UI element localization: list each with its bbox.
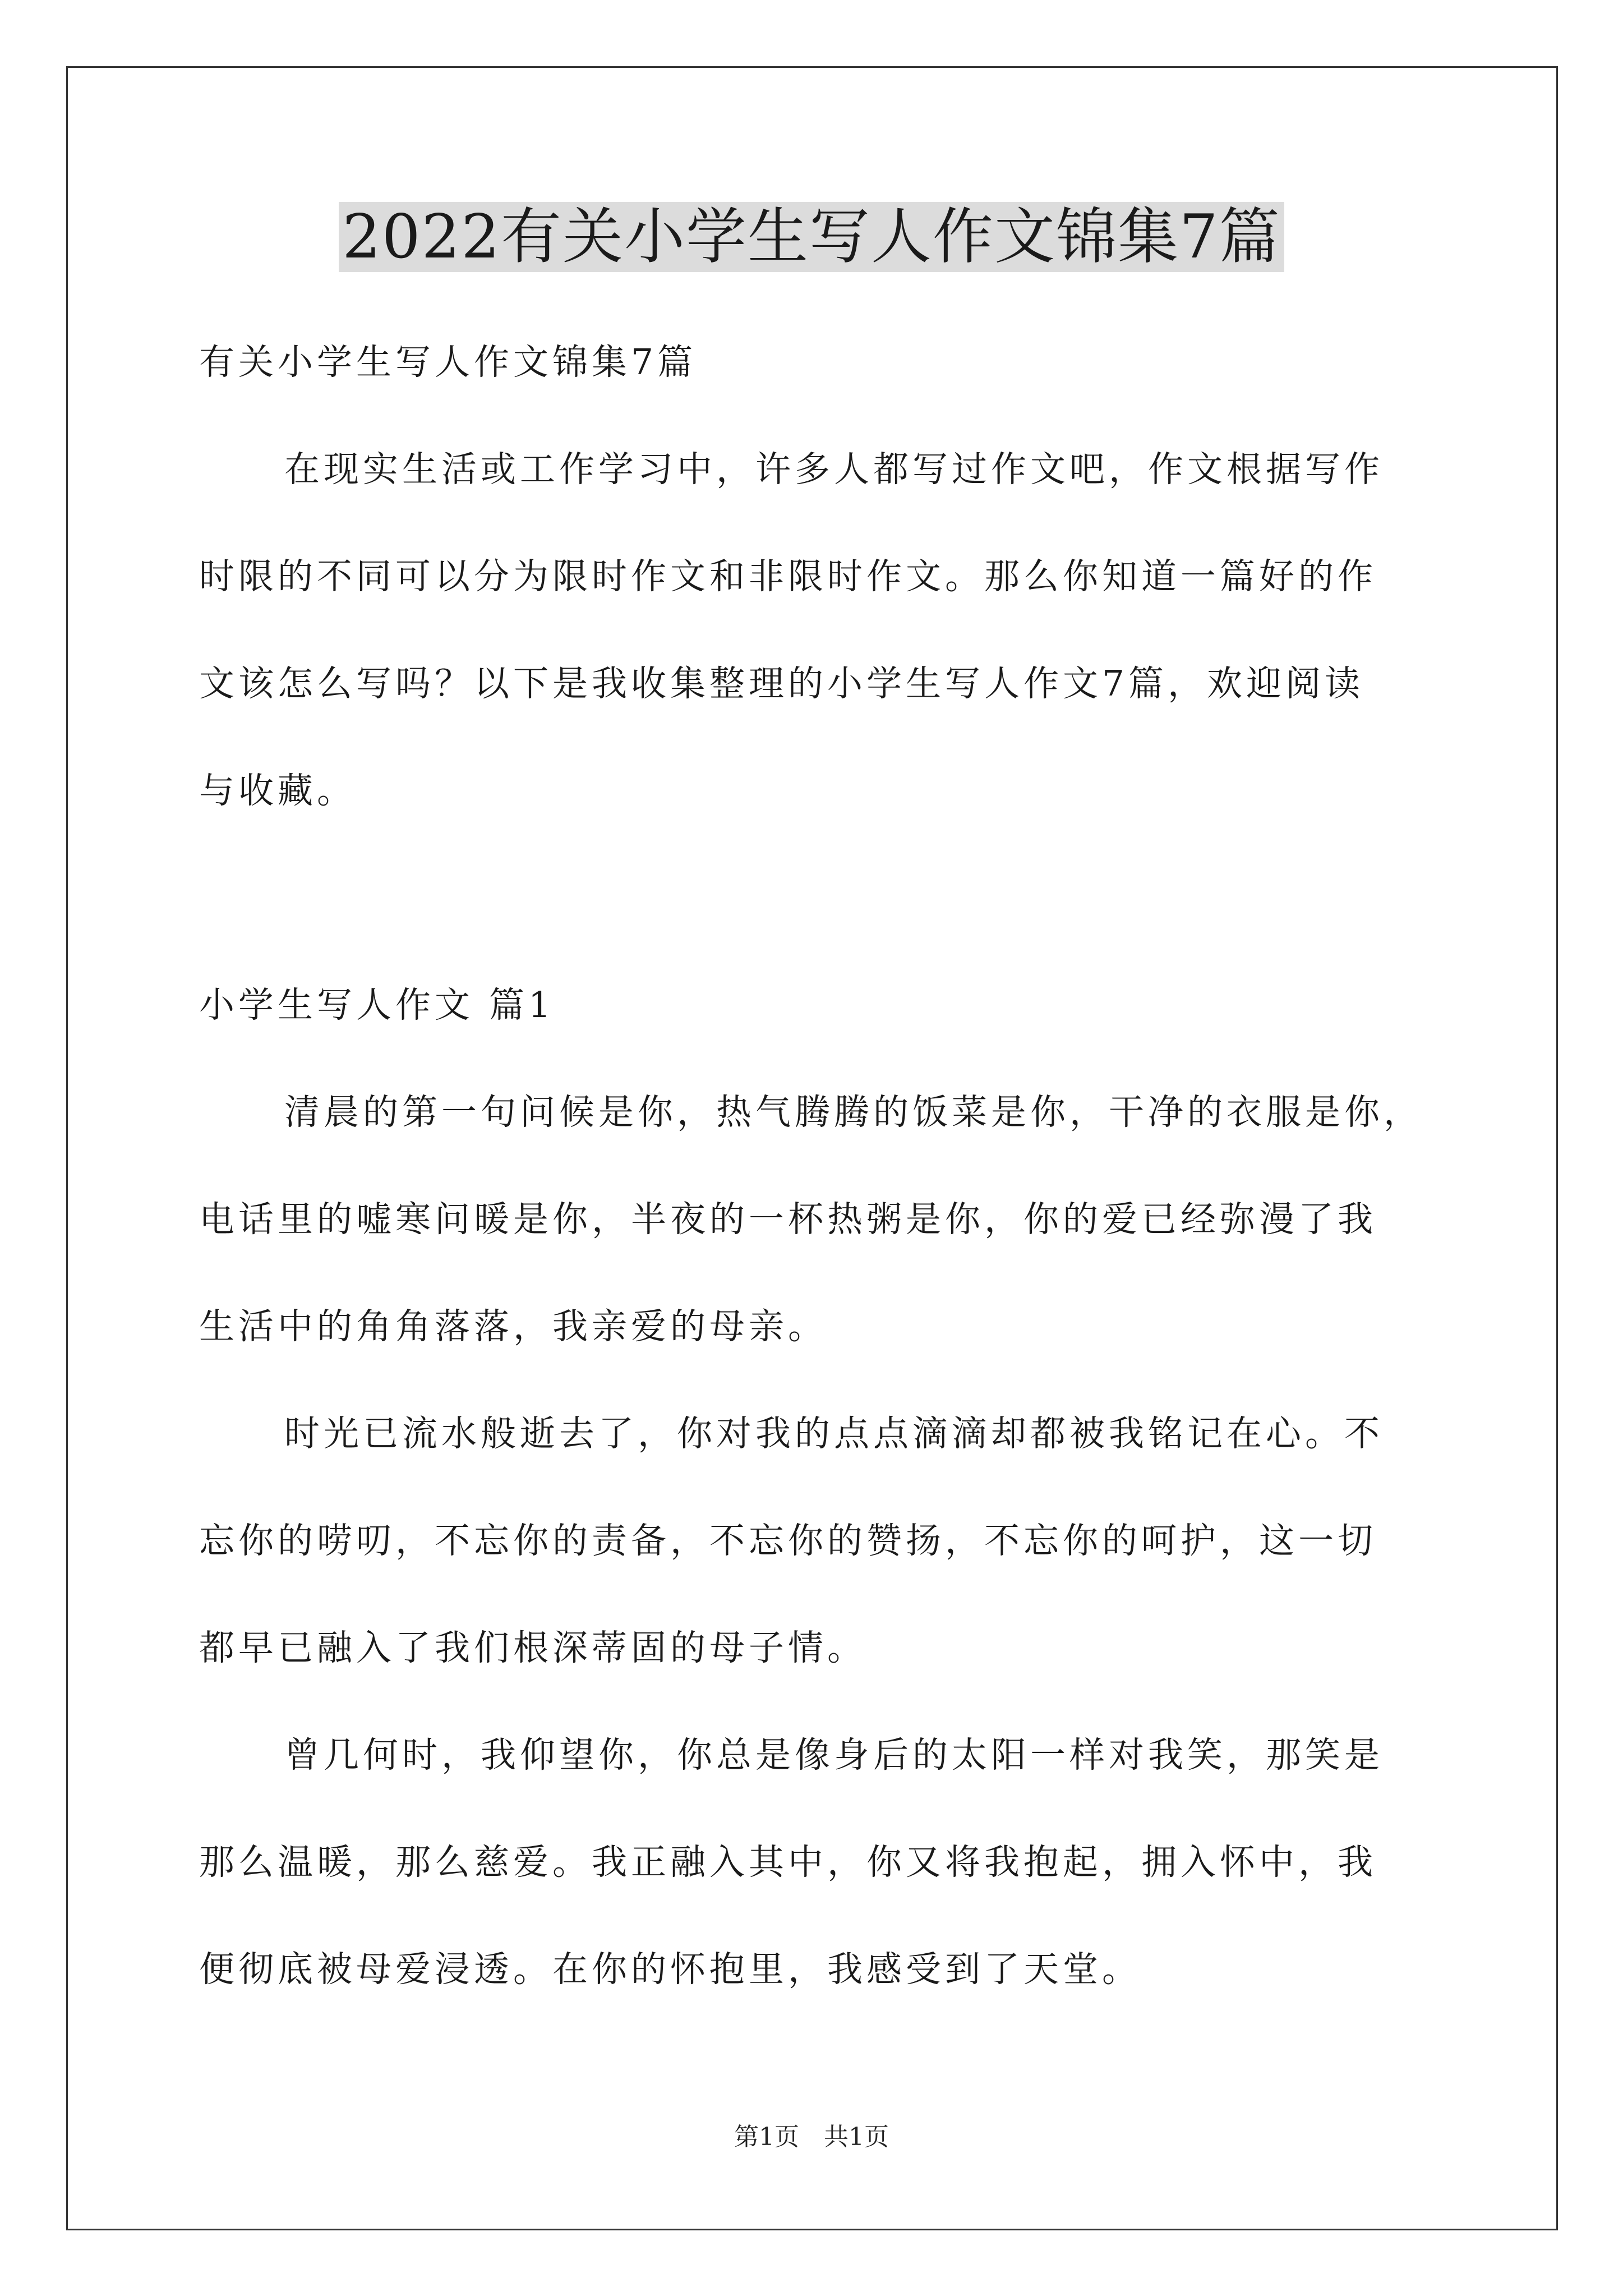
paragraph-line: 那么温暖，那么慈爱。我正融入其中，你又将我抱起，拥入怀中，我 [199, 1842, 1377, 1883]
paragraph-line: 曾几何时，我仰望你，你总是像身后的太阳一样对我笑，那笑是 [284, 1734, 1384, 1775]
intro-line: 与收藏。 [199, 770, 356, 811]
paragraph-line: 生活中的角角落落，我亲爱的母亲。 [199, 1306, 827, 1347]
paragraph-line: 清晨的第一句问候是你，热气腾腾的饭菜是你，干净的衣服是你， [284, 1092, 1423, 1133]
document-title [0, 201, 1623, 274]
intro-line: 时限的不同可以分为限时作文和非限时作文。那么你知道一篇好的作 [199, 556, 1377, 597]
document-title-text: 2022有关小学生写人作文锦集7篇 [339, 202, 1284, 272]
subtitle: 有关小学生写人作文锦集7篇 [199, 342, 697, 383]
paragraph-line: 便彻底被母爱浸透。在你的怀抱里，我感受到了天堂。 [199, 1949, 1141, 1990]
intro-line: 在现实生活或工作学习中，许多人都写过作文吧，作文根据写作 [284, 449, 1384, 490]
page-footer: 第1页 共1页 [734, 2123, 889, 2151]
document-body [199, 309, 1455, 2023]
paragraph-line: 忘你的唠叨，不忘你的责备，不忘你的赞扬，不忘你的呵护，这一切 [199, 1520, 1377, 1561]
paragraph-line: 都早已融入了我们根深蒂固的母子情。 [199, 1627, 866, 1668]
blank-line [199, 844, 1455, 951]
paragraph-line: 电话里的嘘寒问暖是你，半夜的一杯热粥是你，你的爱已经弥漫了我 [199, 1199, 1377, 1240]
paragraph-line: 时光已流水般逝去了，你对我的点点滴滴却都被我铭记在心。不 [284, 1413, 1384, 1454]
intro-line: 文该怎么写吗？以下是我收集整理的小学生写人作文7篇，欢迎阅读 [199, 663, 1364, 704]
section-heading: 小学生写人作文 篇1 [199, 984, 555, 1025]
